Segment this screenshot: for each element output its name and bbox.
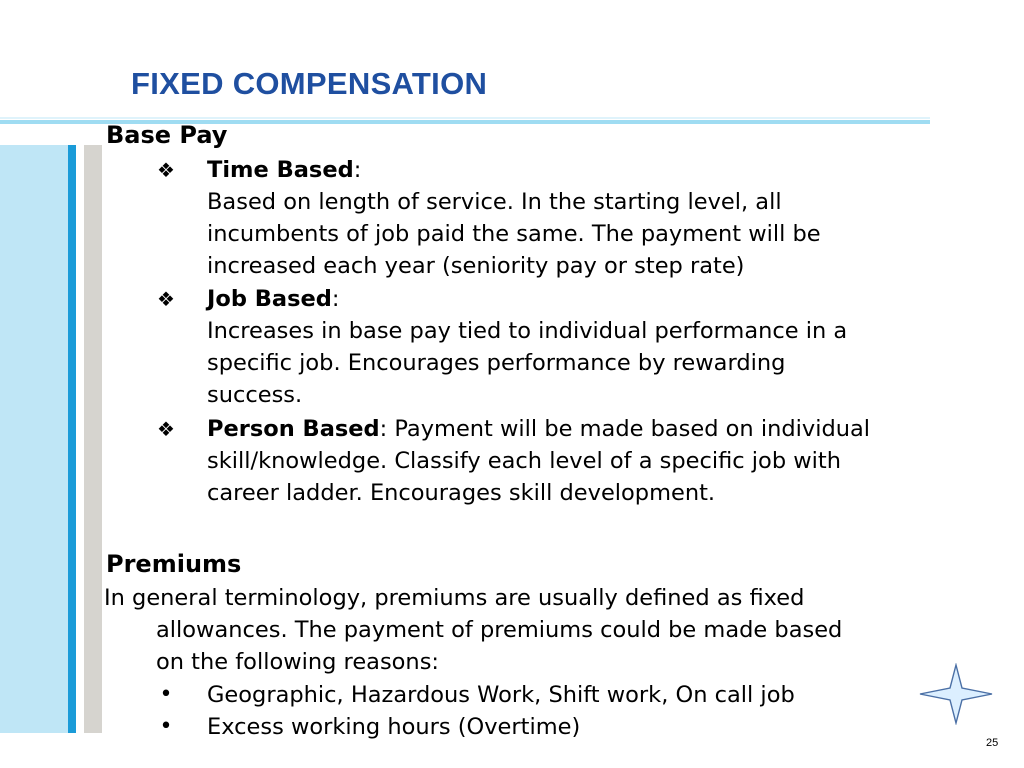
person-based-line: career ladder. Encourages skill development. [207, 480, 716, 506]
premiums-heading: Premiums [106, 550, 242, 578]
time-based-term: Time Based [207, 157, 354, 183]
round-bullet-icon: • [159, 682, 173, 707]
premiums-intro-line: allowances. The payment of premiums could be made based [156, 617, 843, 643]
premiums-intro-line: on the following reasons: [156, 649, 439, 675]
time-based-sep: : [353, 157, 362, 183]
round-bullet-icon: • [159, 714, 173, 739]
job-based-line: Increases in base pay tied to individual performance in a [207, 318, 848, 344]
person-based-line: skill/knowledge. Classify each level of a specific job with [207, 448, 841, 474]
time-based-line: increased each year (seniority pay or step rate) [207, 253, 745, 279]
premiums-bullet-item: Excess working hours (Overtime) [207, 714, 581, 740]
job-based-sep: : [331, 286, 340, 312]
base-pay-heading: Base Pay [106, 121, 228, 149]
diamond-bullet-icon: ❖ [157, 417, 175, 441]
person-based-rest: : Payment will be made based on individual [379, 416, 871, 442]
time-based-title [207, 154, 361, 186]
diamond-bullet-icon: ❖ [157, 287, 175, 311]
job-based-title [207, 283, 339, 315]
person-based-term: Person Based [207, 416, 380, 442]
four-point-star-icon [918, 663, 994, 725]
diamond-bullet-icon: ❖ [157, 158, 175, 182]
time-based-line: incumbents of job paid the same. The payment will be [207, 221, 821, 247]
page-number: 25 [986, 737, 999, 749]
slide-title: FIXED COMPENSATION [131, 66, 488, 101]
job-based-line: specific job. Encourages performance by rewarding [207, 350, 786, 376]
premiums-intro-line: In general terminology, premiums are usually defined as fixed [104, 585, 805, 611]
job-based-term: Job Based [207, 286, 332, 312]
job-based-line: success. [207, 382, 303, 408]
premiums-bullet-item: Geographic, Hazardous Work, Shift work, On call job [207, 682, 795, 708]
time-based-line: Based on length of service. In the starting level, all [207, 189, 782, 215]
person-based-title [207, 413, 870, 445]
